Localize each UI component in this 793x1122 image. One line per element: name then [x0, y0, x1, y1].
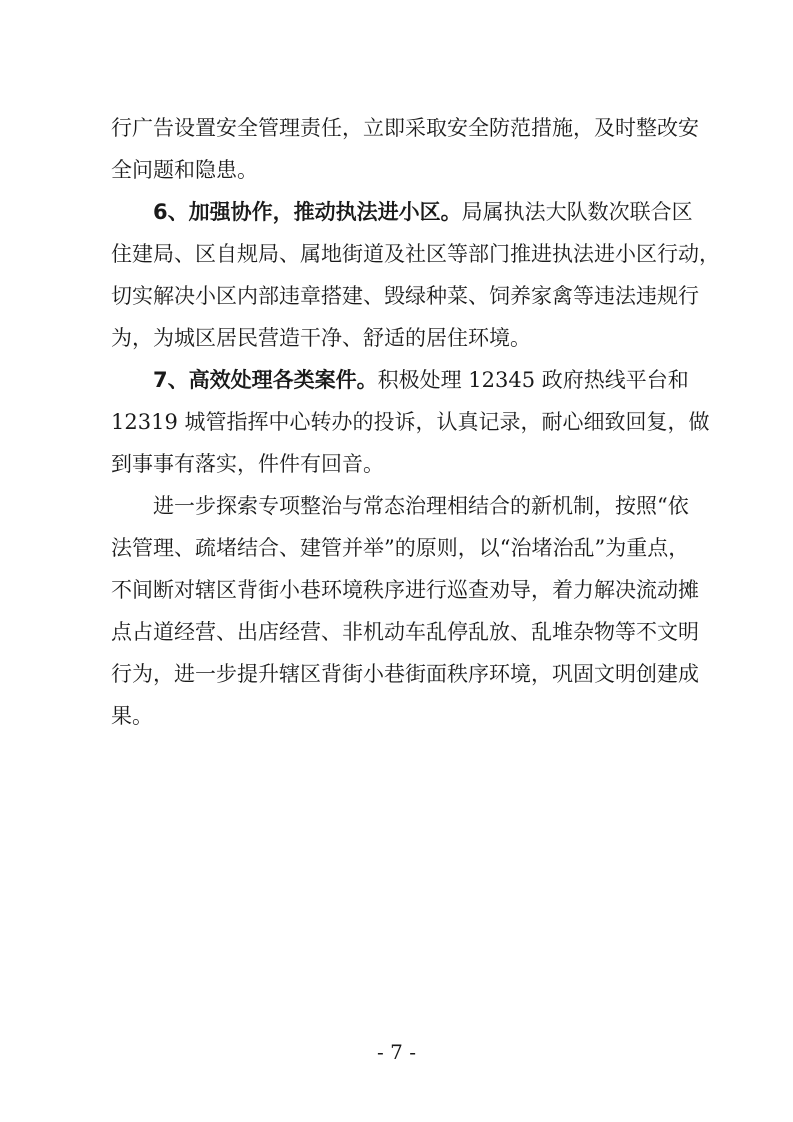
body-text: 行广告设置安全管理责任，立即采取安全防范措施，及时整改安 [111, 116, 699, 140]
body-text: 全问题和隐患。 [111, 158, 258, 182]
body-text: 局属执法大队数次联合区 [461, 200, 693, 224]
section-heading-7: 7、高效处理各类案件。 [153, 368, 378, 392]
page-number: - 7 - [377, 1040, 416, 1064]
body-text: 不间断对辖区背街小巷环境秩序进行巡查劝导，着力解决流动摊 [111, 578, 699, 602]
body-text: 进一步探索专项整治与常态治理相结合的新机制，按照“依 [153, 494, 689, 518]
body-text: 住建局、区自规局、属地街道及社区等部门推进执法进小区行动， [111, 242, 720, 266]
body-text: 法管理、疏堵结合、建管并举”的原则，以“治堵治乱”为重点， [111, 536, 690, 560]
body-text: 12319 城管指挥中心转办的投诉，认真记录，耐心细致回复，做 [111, 410, 710, 434]
body-text: 积极处理 12345 政府热线平台和 [377, 368, 689, 392]
body-text: 果。 [111, 704, 153, 728]
body-text: 到事事有落实，件件有回音。 [111, 452, 384, 476]
body-text: 为，为城区居民营造干净、舒适的居住环境。 [111, 326, 531, 350]
section-heading-6: 6、加强协作，推动执法进小区。 [153, 200, 462, 224]
body-text: 点占道经营、出店经营、非机动车乱停乱放、乱堆杂物等不文明 [111, 620, 699, 644]
paragraph-first-line [153, 197, 693, 227]
body-text: 行为，进一步提升辖区背街小巷街面秩序环境，巩固文明创建成 [111, 662, 699, 686]
body-text: 切实解决小区内部违章搭建、毁绿种菜、饲养家禽等违法违规行 [111, 284, 699, 308]
paragraph-first-line [153, 365, 689, 395]
